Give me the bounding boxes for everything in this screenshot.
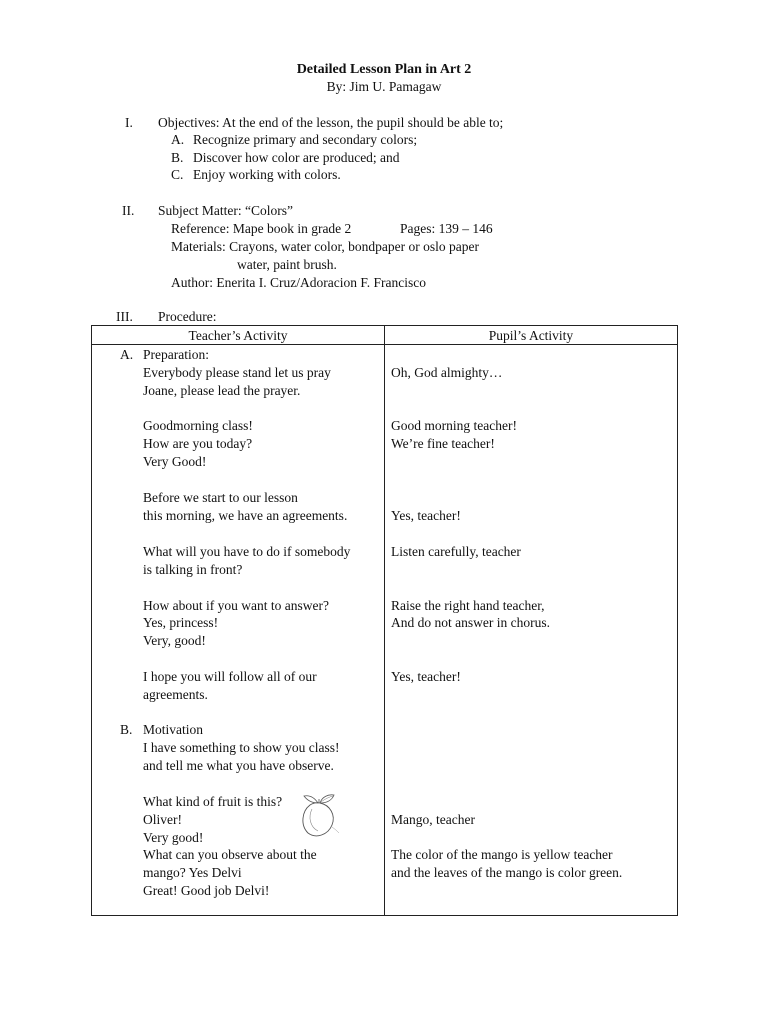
subject-materials: Materials: Crayons, water color, bondpaper or oslo paper	[171, 239, 479, 254]
teacher-line: Very Good!	[143, 454, 207, 469]
teacher-line: Very, good!	[143, 633, 206, 648]
teacher-line: How about if you want to answer?	[143, 598, 329, 613]
page-title: Detailed Lesson Plan in Art 2	[296, 62, 472, 77]
teacher-line: is talking in front?	[143, 562, 243, 577]
objective-item: Recognize primary and secondary colors;	[193, 132, 418, 147]
section-letter: A.	[120, 347, 134, 362]
procedure-heading: Procedure:	[158, 309, 217, 324]
teacher-line: Oliver!	[143, 812, 182, 827]
teacher-line: agreements.	[143, 687, 208, 702]
pupil-line: We’re fine teacher!	[391, 436, 495, 451]
teacher-line: Everybody please stand let us pray	[143, 365, 331, 380]
teacher-line: Great! Good job Delvi!	[143, 883, 270, 898]
teacher-line: Very good!	[143, 830, 204, 845]
section-letter: B.	[120, 722, 133, 737]
pupil-line: Oh, God almighty…	[391, 365, 503, 380]
pupil-line: Raise the right hand teacher,	[391, 598, 545, 613]
teacher-line: Joane, please lead the prayer.	[143, 383, 301, 398]
subject-reference: Reference: Mape book in grade 2	[171, 221, 352, 236]
objectives-intro: Objectives: At the end of the lesson, the pupil should be able to;	[158, 115, 504, 130]
subject-materials-cont: water, paint brush.	[237, 257, 337, 272]
pupil-line: And do not answer in chorus.	[391, 615, 550, 630]
teacher-line: What kind of fruit is this?	[143, 794, 283, 809]
subject-heading: Subject Matter: “Colors”	[158, 203, 293, 218]
teacher-line: mango? Yes Delvi	[143, 865, 242, 880]
subject-numeral: II.	[122, 203, 135, 218]
pupil-line: and the leaves of the mango is color green.	[391, 865, 623, 880]
section-title: Motivation	[143, 722, 203, 737]
teacher-line: Yes, princess!	[143, 615, 219, 630]
subject-author: Author: Enerita I. Cruz/Adoracion F. Francisco	[171, 275, 426, 290]
teacher-line: Before we start to our lesson	[143, 490, 298, 505]
pupil-activity-header: Pupil’s Activity	[488, 328, 574, 343]
subject-pages: Pages: 139 – 146	[400, 221, 493, 236]
teacher-line: and tell me what you have observe.	[143, 758, 334, 773]
author-line: By: Jim U. Pamagaw	[326, 79, 442, 94]
teacher-line: I hope you will follow all of our	[143, 669, 317, 684]
teacher-activity-header: Teacher’s Activity	[188, 328, 288, 343]
section-title: Preparation:	[143, 347, 209, 362]
teacher-line: I have something to show you class!	[143, 740, 340, 755]
pupil-line: Good morning teacher!	[391, 418, 517, 433]
objective-item: Enjoy working with colors.	[193, 167, 341, 182]
teacher-line: How are you today?	[143, 436, 253, 451]
pupil-line: Mango, teacher	[391, 812, 475, 827]
pupil-line: Yes, teacher!	[391, 669, 461, 684]
teacher-line: Goodmorning class!	[143, 418, 253, 433]
mango-sketch-icon	[296, 791, 340, 839]
teacher-line: What will you have to do if somebody	[143, 544, 351, 559]
objective-item: Discover how color are produced; and	[193, 150, 400, 165]
pupil-line: The color of the mango is yellow teacher	[391, 847, 613, 862]
objective-letter: A.	[171, 132, 185, 147]
objective-letter: B.	[171, 150, 184, 165]
objectives-numeral: I.	[125, 115, 133, 130]
pupil-line: Listen carefully, teacher	[391, 544, 521, 559]
objective-letter: C.	[171, 167, 184, 182]
teacher-line: What can you observe about the	[143, 847, 317, 862]
teacher-line: this morning, we have an agreements.	[143, 508, 348, 523]
procedure-numeral: III.	[116, 309, 133, 324]
column-divider	[384, 326, 385, 915]
pupil-line: Yes, teacher!	[391, 508, 461, 523]
